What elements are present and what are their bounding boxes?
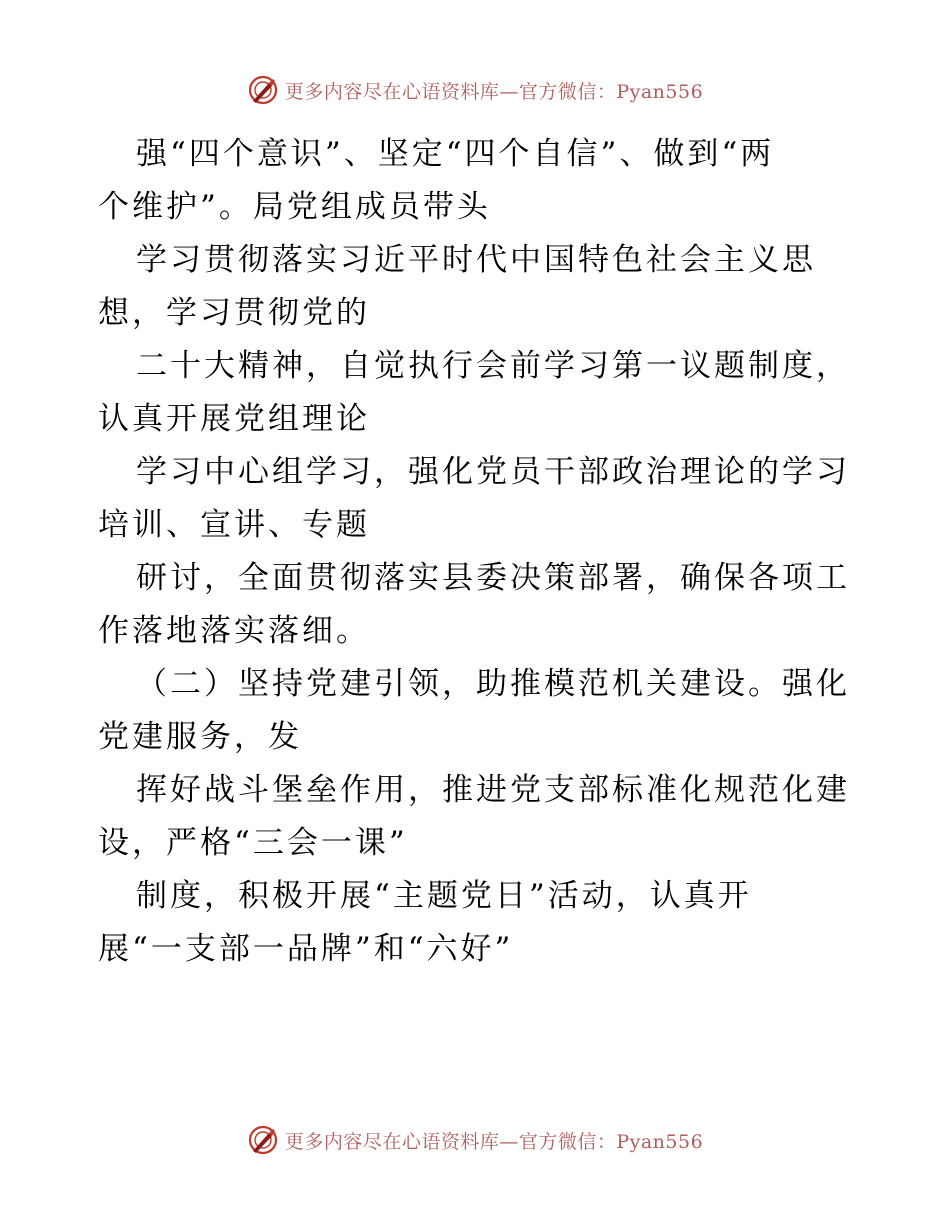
body-line: 认真开展党组理论 xyxy=(98,401,370,437)
document-body xyxy=(98,128,858,976)
body-line: 展“一支部一品牌”和“六好” xyxy=(98,931,514,967)
body-line: 想，学习贯彻党的 xyxy=(98,295,370,331)
body-line: 培训、宣讲、专题 xyxy=(98,507,370,543)
footer-banner-text: 更多内容尽在心语资料库—官方微信：Pyan556 xyxy=(284,1130,704,1153)
body-line: 作落地落实落细。 xyxy=(98,613,370,649)
pen-logo-icon xyxy=(247,74,279,106)
pen-logo-icon xyxy=(247,1124,279,1156)
body-line: 制度，积极开展“主题党日”活动，认真开 xyxy=(136,878,752,914)
header-banner-text: 更多内容尽在心语资料库—官方微信：Pyan556 xyxy=(284,80,704,103)
body-line: 挥好战斗堡垒作用，推进党支部标准化规范化建 xyxy=(136,772,850,808)
body-line: 学习贯彻落实习近平时代中国特色社会主义思 xyxy=(136,242,816,278)
body-line: 研讨，全面贯彻落实县委决策部署，确保各项工 xyxy=(136,560,850,596)
body-line: 党建服务，发 xyxy=(98,719,302,755)
footer-banner xyxy=(0,1120,950,1160)
section-heading-line: （二）坚持党建引领，助推模范机关建设。强化 xyxy=(136,666,850,702)
body-line: 设，严格“三会一课” xyxy=(98,825,408,861)
header-banner xyxy=(0,70,950,110)
body-line: 学习中心组学习，强化党员干部政治理论的学习 xyxy=(136,454,850,490)
body-line: 强“四个意识”、坚定“四个自信”、做到“两 xyxy=(136,136,775,172)
body-line: 个维护”。局党组成员带头 xyxy=(98,189,491,225)
body-line: 二十大精神，自觉执行会前学习第一议题制度， xyxy=(136,348,850,384)
